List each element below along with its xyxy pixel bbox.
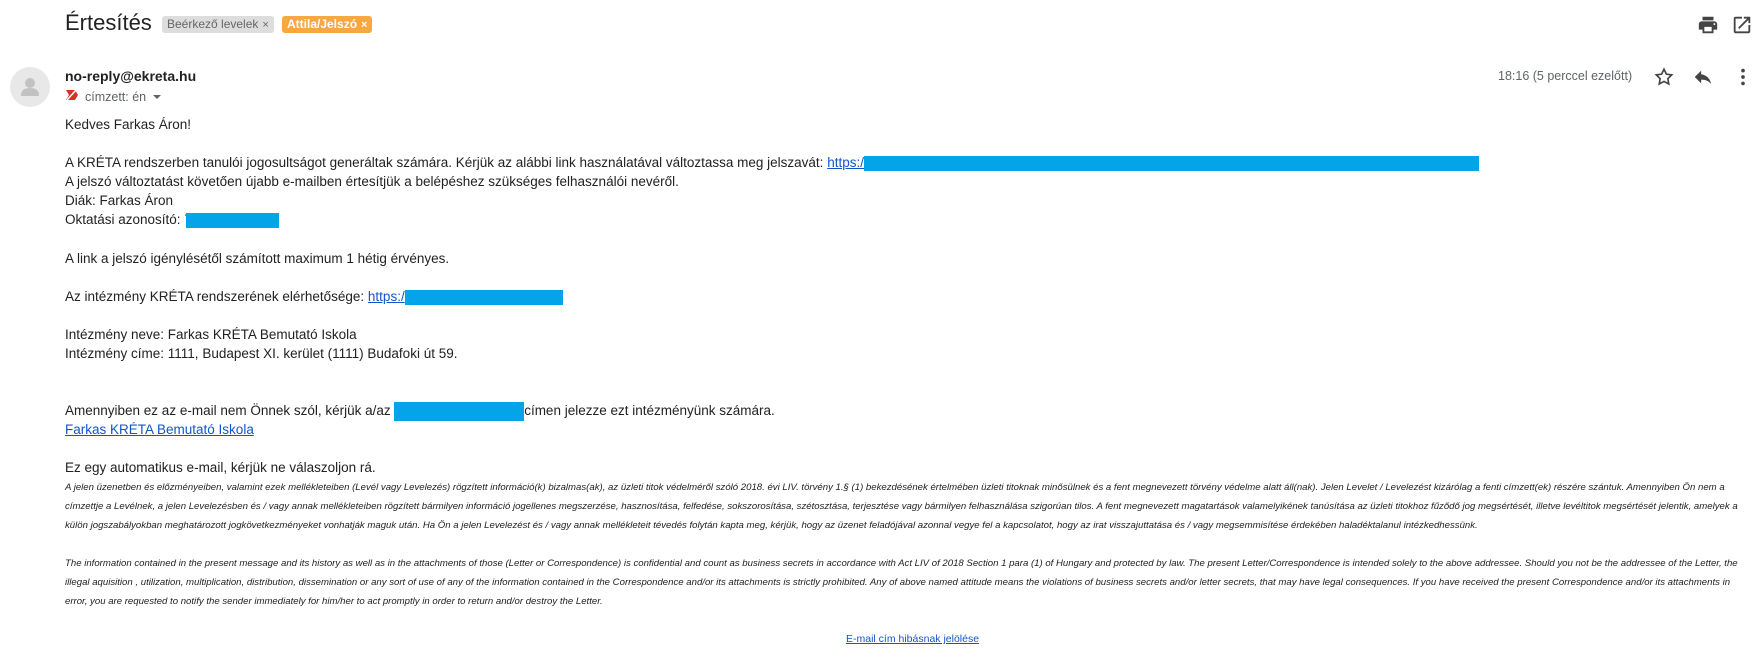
label-attila-jelszo-remove-icon[interactable]: ×	[361, 19, 368, 31]
kreta-address-link-text[interactable]: https:/	[367, 289, 405, 304]
recipient-row[interactable]	[65, 89, 162, 104]
print-icon[interactable]	[1697, 14, 1719, 36]
chevron-down-icon[interactable]	[152, 90, 162, 104]
label-attila-jelszo-text: Attila/Jelszó	[287, 17, 358, 31]
reply-icon[interactable]	[1692, 66, 1714, 88]
label-inbox-text: Beérkező levelek	[167, 17, 259, 31]
kreta-address-line	[65, 288, 563, 305]
wrong-recipient-suffix: címen jelezze ezt intézményünk számára.	[524, 403, 775, 419]
username-notice: A jelszó változtatást követően újabb e-mailben értesítjük a belépéshez szükséges felhasználói nevéről.	[65, 174, 679, 189]
email-subject: Értesítés	[65, 10, 152, 35]
education-id-label: Oktatási azonosító:	[65, 212, 181, 227]
star-icon[interactable]	[1653, 66, 1675, 88]
password-change-link-text[interactable]: https:/	[827, 155, 864, 170]
education-id-line	[65, 211, 279, 228]
more-options-icon[interactable]	[1732, 66, 1754, 88]
school-name: Intézmény neve: Farkas KRÉTA Bemutató Iskola	[65, 327, 357, 342]
redacted-kreta-url	[405, 290, 563, 305]
student-name: Diák: Farkas Áron	[65, 193, 174, 208]
wrong-recipient-prefix: Amennyiben ez az e-mail nem Önnek szól, kérjük a/az	[65, 403, 391, 419]
recipient-label: címzett: én	[85, 89, 147, 104]
validity-notice: A link a jelszó igénylésétől számított maximum 1 hétig érvényes.	[65, 251, 450, 266]
open-in-new-window-icon[interactable]	[1731, 14, 1753, 36]
redacted-education-id	[186, 213, 279, 228]
wrong-recipient-notice	[65, 402, 775, 421]
message-time: 18:16 (5 perccel ezelőtt)	[1498, 69, 1633, 83]
not-important-marker-icon[interactable]	[65, 89, 79, 104]
disclaimer-english: The information contained in the present message and its history as well as in the attachments of those (Letter or Correspondence) is confidential and count as business secrets in accordance with Act LIV of 2018 Section 1 para (1) of Hungary and protected by law. The present Letter/Correspondence is intended solely to the above addressee. Should you not be the addressee of the Letter, the illegal aquisition , utilization, multiplication, distribution, dissemination or any sort of use of any of the information contained in the Correspondence and/or its attachments is strictly prohibited. Any of above named attitude means the violations of business secrets and/or letter secrets, that may have legal consequences. If you have received the present Correspondence and/or its attachments in error, you are requested to notify the sender immediately for him/her to act promptly in order to return and/or destroy the Letter.	[65, 558, 1738, 607]
disclaimer-hungarian: A jelen üzenetben és előzményeiben, valamint ezek mellékleteiben (Levél vagy Levelezés) rögzített információ(k) bizalmas(ak), az üzleti titok védelméről szóló 2018. évi LIV. törvény 1.§ (1) bekezdésének értelmében üzleti titoknak minősülnek és a fent megnevezett törvény védelme alatt áll(nak). Jelen Levelet / Levelezést kizárólag a fenti címzett(ek) részére szántuk. Amennyiben Ön nem a címzettje a Levélnek, a jelen Levelezésben és / vagy annak mellékleteiben rögzített bármilyen információ jogellenes megszerzése, hasznosítása, felfedése, sokszorosítása, szétosztása, terjesztése vagy bármilyen felhasználása szigorúan tilos. A fent megnevezett magatartások valamelyikének tanúsítása az üzleti titokhoz fűződő jog megsértését, illetve levéltitok megsértését jelentik, amelyek a külön jogszabályokban meghatározott jogkövetkezményeket vonhatják maguk után. Ha Ön a jelen Levelezést és / vagy annak mellékleteit tévedés folytán kapta meg, kérjük, hogy az üzenet feladójával azonnal vegye fel a kapcsolatot, hogy az irat visszajuttatása és / vagy megsemmisítése érdekében haladéktalanul intézkedhessünk.	[65, 482, 1738, 531]
password-change-link[interactable]	[827, 155, 1479, 170]
label-attila-jelszo[interactable]	[282, 16, 372, 33]
greeting: Kedves Farkas Áron!	[65, 117, 192, 132]
sender-address[interactable]: no-reply@ekreta.hu	[65, 68, 197, 84]
redacted-link	[864, 156, 1479, 171]
redacted-email	[394, 402, 524, 421]
label-inbox-remove-icon[interactable]: ×	[262, 19, 269, 31]
password-change-text: A KRÉTA rendszerben tanulói jogosultságot generáltak számára. Kérjük az alábbi link használatával változtassa meg jelszavát:	[65, 155, 824, 170]
sender-avatar	[10, 67, 50, 107]
kreta-address-label: Az intézmény KRÉTA rendszerének elérhetősége:	[65, 289, 365, 304]
auto-email-notice: Ez egy automatikus e-mail, kérjük ne válaszoljon rá.	[65, 460, 376, 475]
label-inbox[interactable]	[162, 16, 274, 33]
password-change-line	[65, 154, 1479, 171]
report-invalid-email-link[interactable]: E-mail cím hibásnak jelölése	[846, 633, 980, 645]
school-link[interactable]: Farkas KRÉTA Bemutató Iskola	[65, 422, 254, 437]
school-address: Intézmény címe: 1111, Budapest XI. kerület (1111) Budafoki út 59.	[65, 346, 458, 361]
kreta-address-link[interactable]	[368, 289, 563, 304]
